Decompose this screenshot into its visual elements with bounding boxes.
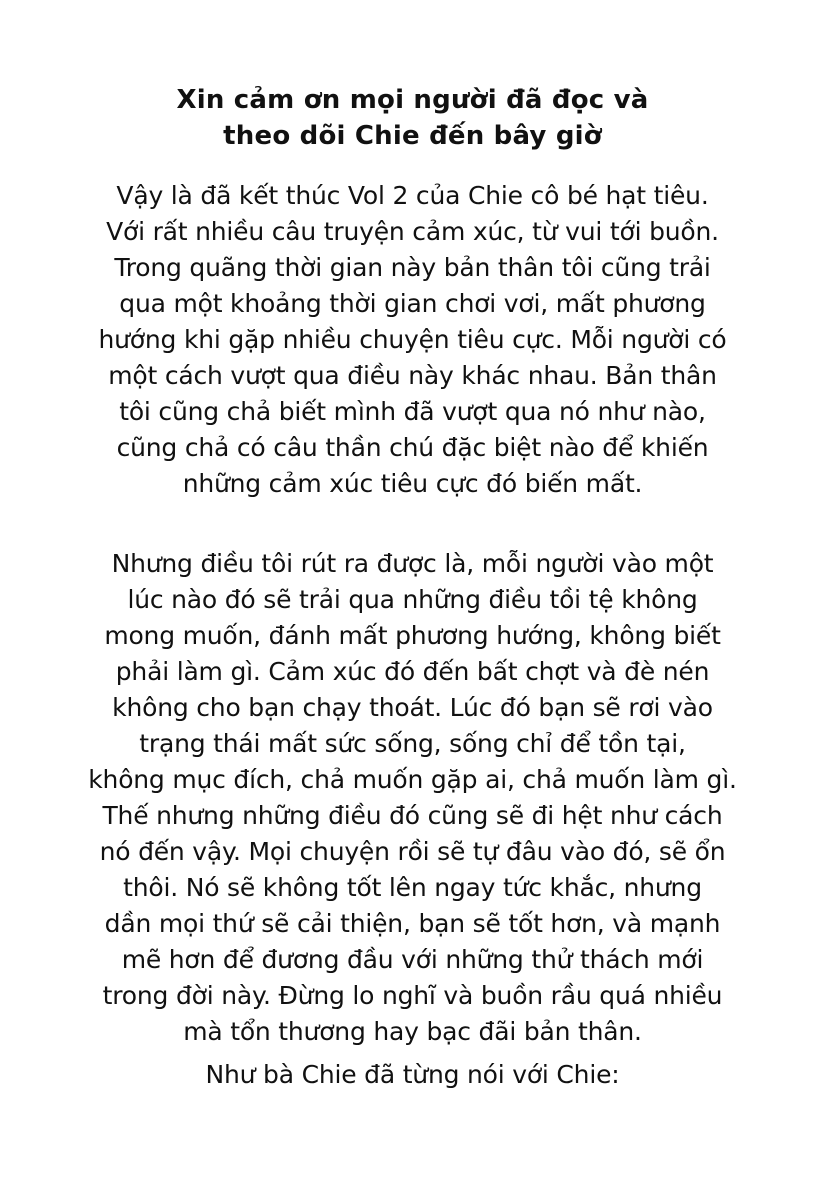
text-line: Vậy là đã kết thúc Vol 2 của Chie cô bé hạt tiêu. — [116, 181, 709, 210]
text-line: một cách vượt qua điều này khác nhau. Bản thân — [108, 361, 717, 390]
text-line: những cảm xúc tiêu cực đó biến mất. — [182, 469, 643, 498]
text-line: Với rất nhiều câu truyện cảm xúc, từ vui tới buồn. — [106, 217, 719, 246]
text-line: tôi cũng chả biết mình đã vượt qua nó như nào, — [119, 397, 706, 426]
title-line: Xin cảm ơn mọi người đã đọc và — [176, 85, 649, 115]
text-line: hướng khi gặp nhiều chuyện tiêu cực. Mỗi người có — [98, 325, 727, 354]
text-line: nó đến vậy. Mọi chuyện rồi sẽ tự đâu vào đó, sẽ ổn — [99, 837, 726, 866]
page-title — [0, 82, 825, 154]
text-line: qua một khoảng thời gian chơi vơi, mất phương — [119, 289, 706, 318]
paragraph-intro — [0, 178, 825, 502]
text-line: Như bà Chie đã từng nói với Chie: — [205, 1060, 620, 1089]
text-line: cũng chả có câu thần chú đặc biệt nào để khiến — [116, 433, 709, 462]
text-line: thôi. Nó sẽ không tốt lên ngay tức khắc, nhưng — [123, 873, 702, 902]
text-line: không mục đích, chả muốn gặp ai, chả muốn làm gì. — [88, 765, 737, 794]
text-line: dần mọi thứ sẽ cải thiện, bạn sẽ tốt hơn, và mạnh — [104, 909, 721, 938]
text-line: Nhưng điều tôi rút ra được là, mỗi người vào một — [111, 549, 714, 578]
text-line: phải làm gì. Cảm xúc đó đến bất chợt và đè nén — [115, 657, 710, 686]
closing-line — [0, 1057, 825, 1093]
text-line: không cho bạn chạy thoát. Lúc đó bạn sẽ rơi vào — [112, 693, 713, 722]
text-line: Thế nhưng những điều đó cũng sẽ đi hệt như cách — [102, 801, 723, 830]
text-line: mẽ hơn để đương đầu với những thử thách mới — [121, 945, 704, 974]
text-line: mà tổn thương hay bạc đãi bản thân. — [183, 1017, 642, 1046]
title-line: theo dõi Chie đến bây giờ — [223, 121, 602, 151]
text-line: Trong quãng thời gian này bản thân tôi cũng trải — [114, 253, 711, 282]
paragraph-reflection — [0, 546, 825, 1050]
text-line: lúc nào đó sẽ trải qua những điều tồi tệ không — [127, 585, 698, 614]
text-line: trạng thái mất sức sống, sống chỉ để tồn tại, — [139, 729, 686, 758]
text-line: mong muốn, đánh mất phương hướng, không biết — [104, 621, 721, 650]
text-line: trong đời này. Đừng lo nghĩ và buồn rầu quá nhiều — [102, 981, 723, 1010]
